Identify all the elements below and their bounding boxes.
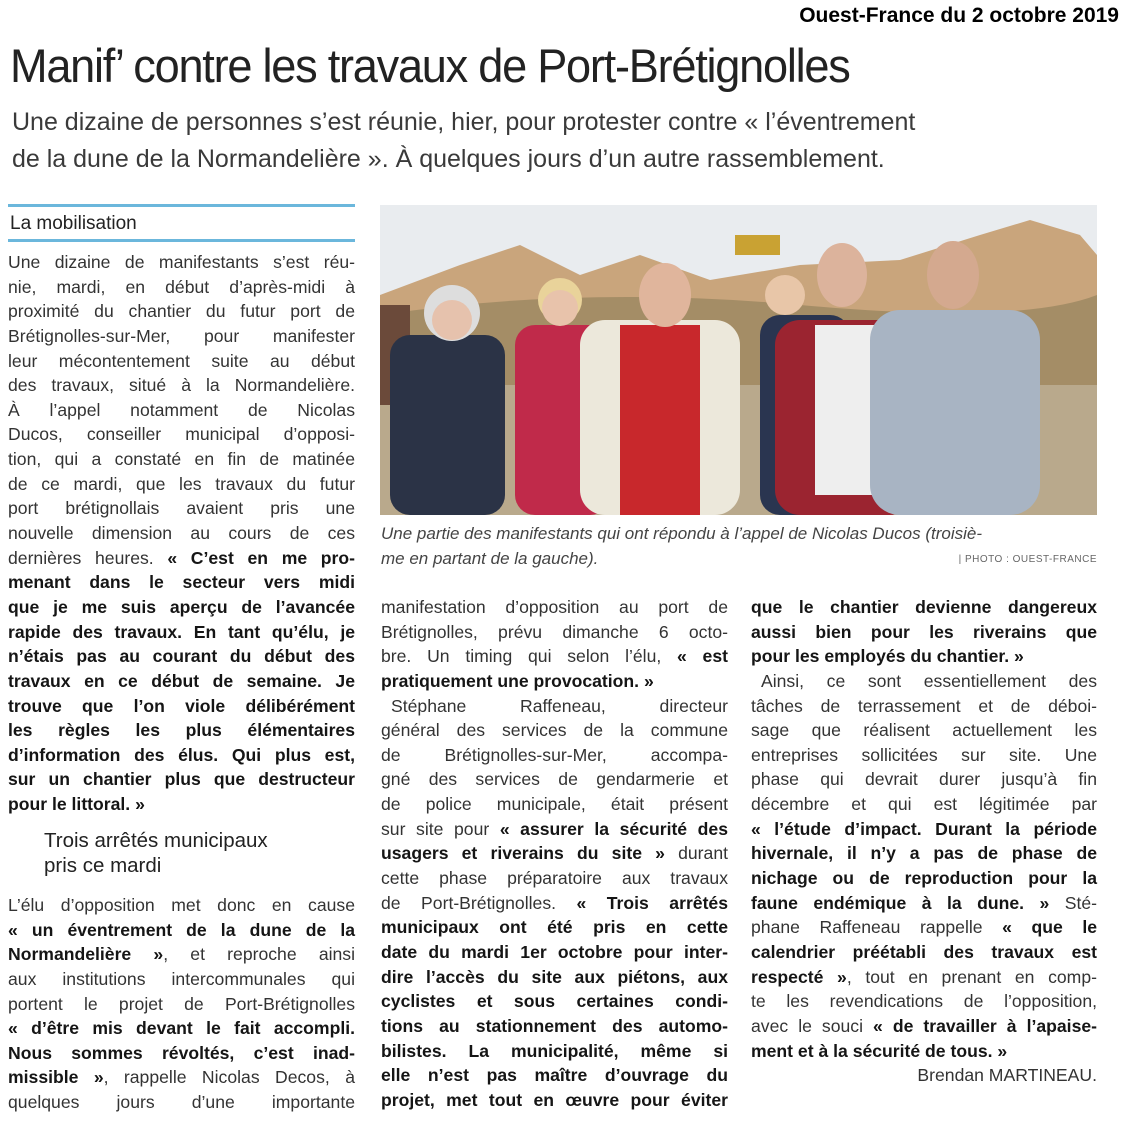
text-line [381, 595, 728, 620]
quote-text: menant dans le secteur vers midi [8, 572, 355, 593]
text-line [381, 644, 728, 669]
text-line [381, 891, 728, 916]
text-line [8, 620, 355, 645]
body-text: proximité du chantier du futur port de [8, 301, 355, 322]
quote-text: que le chantier devienne dangereux [751, 597, 1097, 617]
text-line [8, 472, 355, 497]
text-line [8, 1090, 355, 1115]
text-line [8, 250, 355, 275]
text-line [8, 644, 355, 669]
subtitle-line: Une dizaine de personnes s’est réunie, hier, pour protester contre « l’éventrement [12, 108, 916, 136]
body-text: te les revendications de l’opposition, [751, 991, 1097, 1012]
body-text: de Port-Brétignolles. [381, 892, 577, 913]
quote-text: « l’étude d’impact. Durant la période [751, 818, 1097, 839]
quote-text: calendrier préétabli des travaux est [751, 941, 1097, 962]
article-photo [380, 205, 1097, 515]
text-line [751, 718, 1097, 743]
text-line [381, 965, 728, 990]
quote-text: respecté » [751, 966, 847, 987]
subheading-line: Trois arrêtés municipaux [44, 829, 268, 852]
subtitle-line: de la dune de la Normandelière ». À quelques jours d’un autre rassemblement. [12, 145, 885, 173]
body-text: , tout en prenant en comp- [846, 966, 1097, 987]
body-text: port brétignollais avaient pris une [8, 498, 355, 519]
body-text: décembre et qui est légitimée par [751, 794, 1097, 815]
quote-text: « Trois arrêtés [576, 892, 728, 913]
text-line [381, 915, 728, 940]
text-line [751, 669, 1097, 694]
text-line [751, 891, 1097, 916]
text-line [8, 275, 355, 300]
column-1-paragraph-1 [8, 250, 355, 817]
quote-text: elle n’est pas maître d’ouvrage du [381, 1065, 728, 1086]
subheading [44, 828, 268, 878]
body-text: nie, mardi, en début d’après-midi à [8, 276, 355, 297]
body-text: Ainsi, ce sont essentiellement des [761, 670, 1097, 691]
quote-text: pour les employés du chantier. » [751, 646, 1024, 667]
quote-text: municipaux ont été pris en cette [381, 917, 728, 938]
caption-line: me en partant de la gauche). [381, 549, 599, 568]
text-line [8, 718, 355, 743]
quote-text: « assurer la sécurité des [499, 818, 729, 839]
body-text: Brendan MARTINEAU. [917, 1065, 1097, 1086]
text-line [8, 1041, 355, 1066]
text-line [751, 817, 1097, 842]
quote-text: dire l’accès du site aux piétons, aux [381, 966, 728, 987]
text-line [8, 546, 355, 571]
text-line [381, 989, 728, 1014]
quote-text: d’information des élus. Qui plus est, [8, 744, 355, 765]
quote-text: Normandelière » [8, 944, 164, 965]
text-line [381, 792, 728, 817]
quote-text: « d’être mis devant le fait accompli. [8, 1018, 355, 1039]
body-text: tâches de terrassement et de déboi- [751, 695, 1097, 716]
text-line [751, 792, 1097, 817]
body-text: , et reproche ainsi [163, 944, 356, 965]
quote-text: cyclistes et sous certaines condi- [381, 991, 728, 1012]
quote-text: trouve que l’on viole délibérément [8, 695, 355, 716]
text-line [381, 718, 728, 743]
body-text: dernières heures. [8, 547, 168, 568]
body-text: aux institutions intercommunales qui [8, 968, 355, 989]
text-line [381, 1039, 728, 1064]
body-text: de Brétignolles-sur-Mer, accompa- [381, 744, 728, 765]
body-text: de police municipale, était présent [381, 794, 728, 815]
text-line [381, 1014, 728, 1039]
quote-text: « de travailler à l’apaise- [873, 1015, 1097, 1036]
section-rubric [8, 204, 355, 242]
body-text: cette phase préparatoire aux travaux [381, 868, 728, 889]
text-line [8, 792, 355, 817]
article-subtitle [12, 104, 1122, 178]
author-byline [751, 1063, 1097, 1088]
text-line [381, 817, 728, 842]
text-line [8, 918, 355, 943]
body-text: tion, qui a constaté en fin de matinée [8, 449, 355, 470]
body-text: Ducos, conseiller municipal d’opposi- [8, 424, 355, 445]
text-line [8, 521, 355, 546]
quote-text: aussi bien pour les riverains que [751, 621, 1097, 642]
quote-text: pratiquement une provocation. » [381, 670, 654, 691]
body-text: portent le projet de Port-Brétignolles [8, 993, 355, 1014]
text-line [8, 967, 355, 992]
text-line [381, 940, 728, 965]
text-line [751, 620, 1097, 645]
text-line [751, 989, 1097, 1014]
text-line [8, 398, 355, 423]
quote-text: usagers et riverains du site » [381, 843, 665, 864]
body-text: bre. Un timing qui selon l’élu, [381, 646, 678, 667]
text-line [381, 841, 728, 866]
text-line [751, 1039, 1097, 1064]
text-line [751, 841, 1097, 866]
body-text: durant [664, 843, 728, 864]
text-line [8, 373, 355, 398]
text-line [8, 496, 355, 521]
quote-text: pour le littoral. » [8, 794, 145, 815]
body-text: Brétignolles, prévu dimanche 6 octo- [381, 621, 728, 642]
quote-text: hivernale, il n’y a pas de phase de [751, 843, 1097, 864]
photo-credit: | PHOTO : OUEST-FRANCE [958, 554, 1097, 565]
article-title: Manif’ contre les travaux de Port-Brétignolles [10, 39, 850, 92]
subheading-line: pris ce mardi [44, 854, 162, 877]
column-2 [381, 595, 728, 1112]
body-text: manifestation d’opposition au port de [381, 597, 728, 617]
body-text: sage que réalisent actuellement les [751, 720, 1097, 741]
quote-text: Nous sommes révoltés, c’est inad- [8, 1042, 355, 1063]
body-text: sur site pour [381, 818, 500, 839]
quote-text: « un éventrement de la dune de la [8, 919, 355, 940]
quote-text: date du mardi 1er octobre pour inter- [381, 941, 728, 962]
text-line [8, 324, 355, 349]
quote-text: rapide des travaux. En tant qu’élu, je [8, 621, 355, 642]
text-line [8, 743, 355, 768]
text-line [8, 1065, 355, 1090]
text-line [751, 595, 1097, 620]
text-line [381, 669, 728, 694]
text-line [8, 669, 355, 694]
body-text: , rappelle Nicolas Decos, à [103, 1067, 355, 1088]
text-line [751, 866, 1097, 891]
text-line [8, 299, 355, 324]
text-line [751, 915, 1097, 940]
quote-text: « est [677, 646, 728, 667]
text-line [8, 349, 355, 374]
body-text: général des services de la commune [381, 720, 728, 741]
text-line [8, 1016, 355, 1041]
quote-text: nichage ou de reproduction pour la [751, 868, 1097, 889]
text-line [751, 965, 1097, 990]
quote-text: missible » [8, 1067, 104, 1088]
body-text: phane Raffeneau rappelle [751, 917, 1003, 938]
text-line [381, 767, 728, 792]
text-line [751, 694, 1097, 719]
body-text: Sté- [1049, 892, 1097, 913]
quote-text: « que le [1002, 917, 1098, 938]
text-line [751, 644, 1097, 669]
body-text: nouvelle dimension au cours de ces [8, 523, 355, 544]
body-text: phase qui devrait durer jusqu’à fin [751, 769, 1097, 790]
text-line [381, 866, 728, 891]
text-line [8, 992, 355, 1017]
quote-text: tions au stationnement des automo- [381, 1015, 728, 1036]
rubric-label: La mobilisation [10, 213, 137, 234]
text-line [381, 1063, 728, 1088]
body-text: À l’appel notamment de Nicolas [8, 399, 355, 420]
text-line [751, 743, 1097, 768]
body-text: de ce mardi, que les travaux du futur [8, 473, 355, 494]
quote-text: travaux en ce début de semaine. Je [8, 670, 355, 691]
quote-text: sur un chantier plus que destructeur [8, 769, 355, 790]
quote-text: faune endémique à la dune. » [751, 892, 1050, 913]
text-line [751, 1014, 1097, 1039]
text-line [381, 694, 728, 719]
quote-text: les règles les plus élémentaires [8, 720, 355, 741]
body-text: L’élu d’opposition met donc en cause [8, 895, 355, 915]
text-line [8, 570, 355, 595]
body-text: Une dizaine de manifestants s’est réu- [8, 252, 355, 272]
body-text: quelques jours d’une importante [8, 1092, 355, 1113]
text-line [751, 940, 1097, 965]
column-3 [751, 595, 1097, 1088]
text-line [8, 595, 355, 620]
caption-line: Une partie des manifestants qui ont répondu à l’appel de Nicolas Ducos (troisiè- [381, 524, 982, 543]
quote-text: « C’est en me pro- [167, 547, 355, 568]
column-1-paragraph-2 [8, 893, 355, 1115]
body-text: Stéphane Raffeneau, directeur [391, 695, 728, 716]
text-line [8, 767, 355, 792]
text-line [8, 893, 355, 918]
text-line [8, 694, 355, 719]
body-text: entreprises sollicitées sur site. Une [751, 744, 1097, 765]
text-line [8, 422, 355, 447]
text-line [8, 447, 355, 472]
quote-text: bilistes. La municipalité, même si [381, 1040, 728, 1061]
text-line [381, 743, 728, 768]
quote-text: projet, met tout en œuvre pour éviter [381, 1089, 728, 1110]
text-line [8, 942, 355, 967]
body-text: Brétignolles-sur-Mer, pour manifester [8, 325, 355, 346]
body-text: leur mécontentement suite au début [8, 350, 355, 371]
body-text: des travaux, situé à la Normandelière. [8, 375, 355, 396]
body-text: gné des services de gendarmerie et [381, 769, 728, 790]
quote-text: que je me suis aperçu de l’avancée [8, 596, 355, 617]
text-line [751, 767, 1097, 792]
publication-date: Ouest-France du 2 octobre 2019 [799, 4, 1119, 27]
quote-text: n’étais pas au courant du début des [8, 646, 355, 667]
text-line [381, 1088, 728, 1113]
text-line [381, 620, 728, 645]
protesters-photo [380, 205, 1097, 515]
body-text: avec le souci [751, 1015, 874, 1036]
quote-text: ment et à la sécurité de tous. » [751, 1040, 1008, 1061]
